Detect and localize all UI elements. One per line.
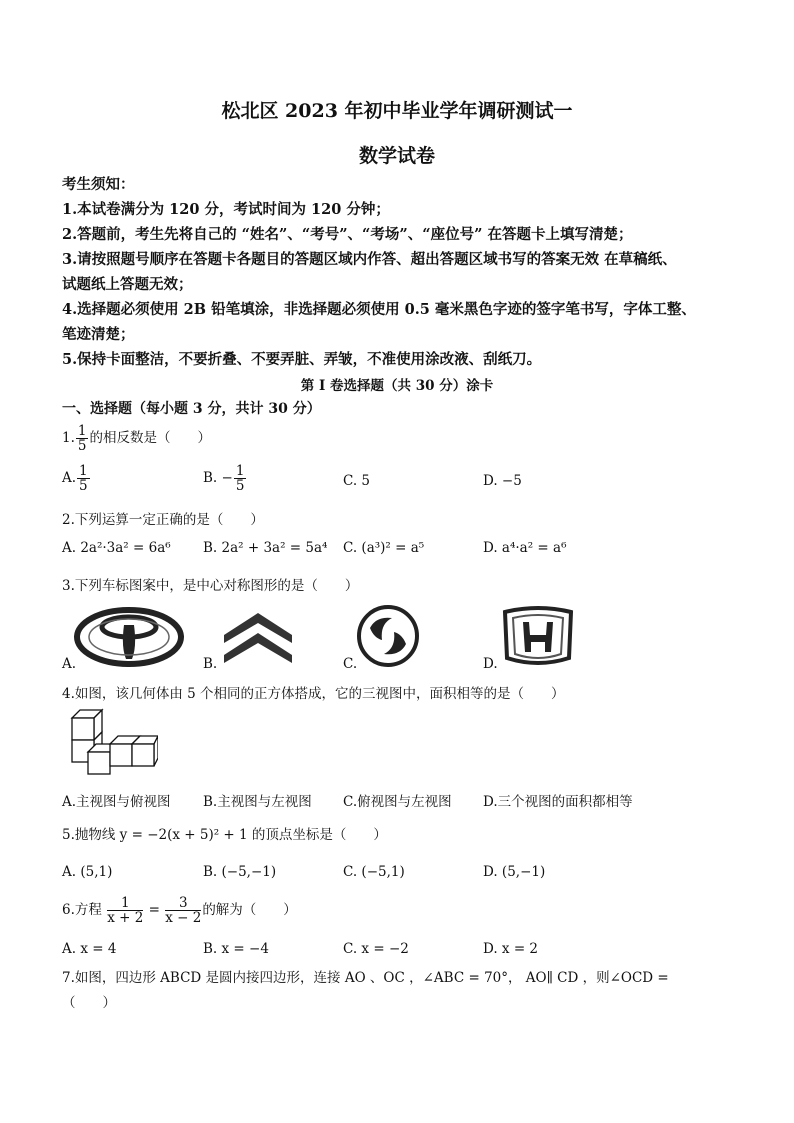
q1-frac-den: 5 xyxy=(77,438,87,455)
page-title: 松北区 2023 年初中毕业学年调研测试一 xyxy=(221,100,573,122)
q3-option-a: A. xyxy=(62,656,77,672)
q3-option-d: D. xyxy=(483,656,498,672)
q6-option-d: D. x = 2 xyxy=(483,941,539,957)
q6-right-den: x − 2 xyxy=(165,910,202,927)
notice-line-3b: 试题纸上答题无效； xyxy=(62,276,193,293)
q1-suffix: 的相反数是（ ） xyxy=(89,430,211,447)
question-4: 4.如图，该几何体由 5 个相同的正方体搭成，它的三视图中，面积相等的是（ ） xyxy=(62,686,565,702)
notice-line-4a: 4.选择题必须使用 2B 铅笔填涂，非选择题必须使用 0.5 毫米黑色字迹的签字笔书写，字体工整、 xyxy=(62,301,696,318)
q1-b-den: 5 xyxy=(235,478,245,495)
citroen-logo-image xyxy=(218,607,298,665)
q1-option-a xyxy=(62,464,91,493)
q1-b-fraction xyxy=(234,464,247,493)
question-5: 5.抛物线 y = −2(x + 5)² + 1 的顶点坐标是（ ） xyxy=(62,827,387,843)
q5-option-b: B. (−5,−1) xyxy=(203,864,277,880)
q6-option-a: A. x = 4 xyxy=(62,941,117,957)
notice-line-3a: 3.请按照题号顺序在答题卡各题目的答题区域内作答、超出答题区域书写的答案无效 在草稿纸、 xyxy=(62,251,677,268)
page-subtitle: 数学试卷 xyxy=(358,145,435,167)
q2-option-c: C. (a³)² = a⁵ xyxy=(343,540,425,556)
question-3: 3.下列车标图案中，是中心对称图形的是（ ） xyxy=(62,578,359,594)
q1-a-fraction xyxy=(77,464,90,493)
question-7: 7.如图，四边形 ABCD 是圆内接四边形，连接 AO 、OC ，∠ABC = 70°， AO∥ CD ，则∠OCD = xyxy=(62,970,669,986)
q6-option-b: B. x = −4 xyxy=(203,941,269,957)
q4-option-c: C.俯视图与左视图 xyxy=(343,794,452,810)
q1-frac-num: 1 xyxy=(77,423,87,439)
notice-line-2: 2.答题前，考生先将自己的 “姓名”、“考号”、“考场”、“座位号” 在答题卡上填写清楚； xyxy=(62,226,633,243)
q4-option-a: A.主视图与俯视图 xyxy=(62,794,171,810)
q1-option-b xyxy=(203,464,247,493)
notice-line-1: 1.本试卷满分为 120 分，考试时间为 120 分钟； xyxy=(62,201,390,218)
q6-left-fraction xyxy=(107,896,143,925)
honda-logo-image xyxy=(499,604,577,668)
q6-right-fraction xyxy=(165,896,201,925)
q1-option-c: C. 5 xyxy=(343,473,371,489)
q1-fraction xyxy=(76,424,89,453)
q1-a-num: 1 xyxy=(79,463,88,479)
q5-option-a: A. (5,1) xyxy=(62,864,113,880)
q6-suffix: 的解为（ ） xyxy=(202,902,297,919)
part-title: 第 I 卷选择题（共 30 分）涂卡 xyxy=(300,378,494,394)
question-2: 2.下列运算一定正确的是（ ） xyxy=(62,512,264,528)
q6-prefix: 6.方程 xyxy=(62,902,102,919)
q2-option-d: D. a⁴·a² = a⁶ xyxy=(483,540,567,556)
q3-option-c: C. xyxy=(343,656,358,672)
q4-option-d: D.三个视图的面积都相等 xyxy=(483,794,633,810)
q6-option-c: C. x = −2 xyxy=(343,941,409,957)
notice-line-5: 5.保持卡面整洁，不要折叠、不要弄脏、弄皱，不准使用涂改液、刮纸刀。 xyxy=(62,351,542,368)
toyota-logo-image xyxy=(74,607,184,667)
q4-option-b: B.主视图与左视图 xyxy=(203,794,312,810)
q6-left-num: 1 xyxy=(107,896,143,911)
q2-option-b: B. 2a² + 3a² = 5a⁴ xyxy=(203,540,328,556)
notice-heading: 考生须知： xyxy=(62,176,135,193)
q3-option-b: B. xyxy=(203,656,218,672)
q1-a-label: A. xyxy=(62,470,77,487)
q1-prefix: 1. xyxy=(62,430,75,447)
q2-option-a: A. 2a²·3a² = 6a⁶ xyxy=(62,540,171,556)
q1-b-label: B. − xyxy=(203,470,233,487)
question-7-tail: （ ） xyxy=(62,995,116,1011)
q5-option-d: D. (5,−1) xyxy=(483,864,546,880)
q6-equals: = xyxy=(148,902,160,919)
q1-option-d: D. −5 xyxy=(483,473,522,489)
q1-b-num: 1 xyxy=(235,463,245,479)
question-6 xyxy=(62,896,297,925)
q6-right-num: 3 xyxy=(165,896,201,911)
q6-left-den: x + 2 xyxy=(107,910,144,927)
q1-a-den: 5 xyxy=(79,478,88,495)
q5-option-c: C. (−5,1) xyxy=(343,864,405,880)
dongfeng-logo-image xyxy=(356,604,420,668)
cube-solid-figure xyxy=(66,706,158,778)
notice-line-4b: 笔迹清楚； xyxy=(62,326,135,343)
section-heading: 一、选择题（每小题 3 分，共计 30 分） xyxy=(62,401,321,417)
question-1 xyxy=(62,424,211,453)
